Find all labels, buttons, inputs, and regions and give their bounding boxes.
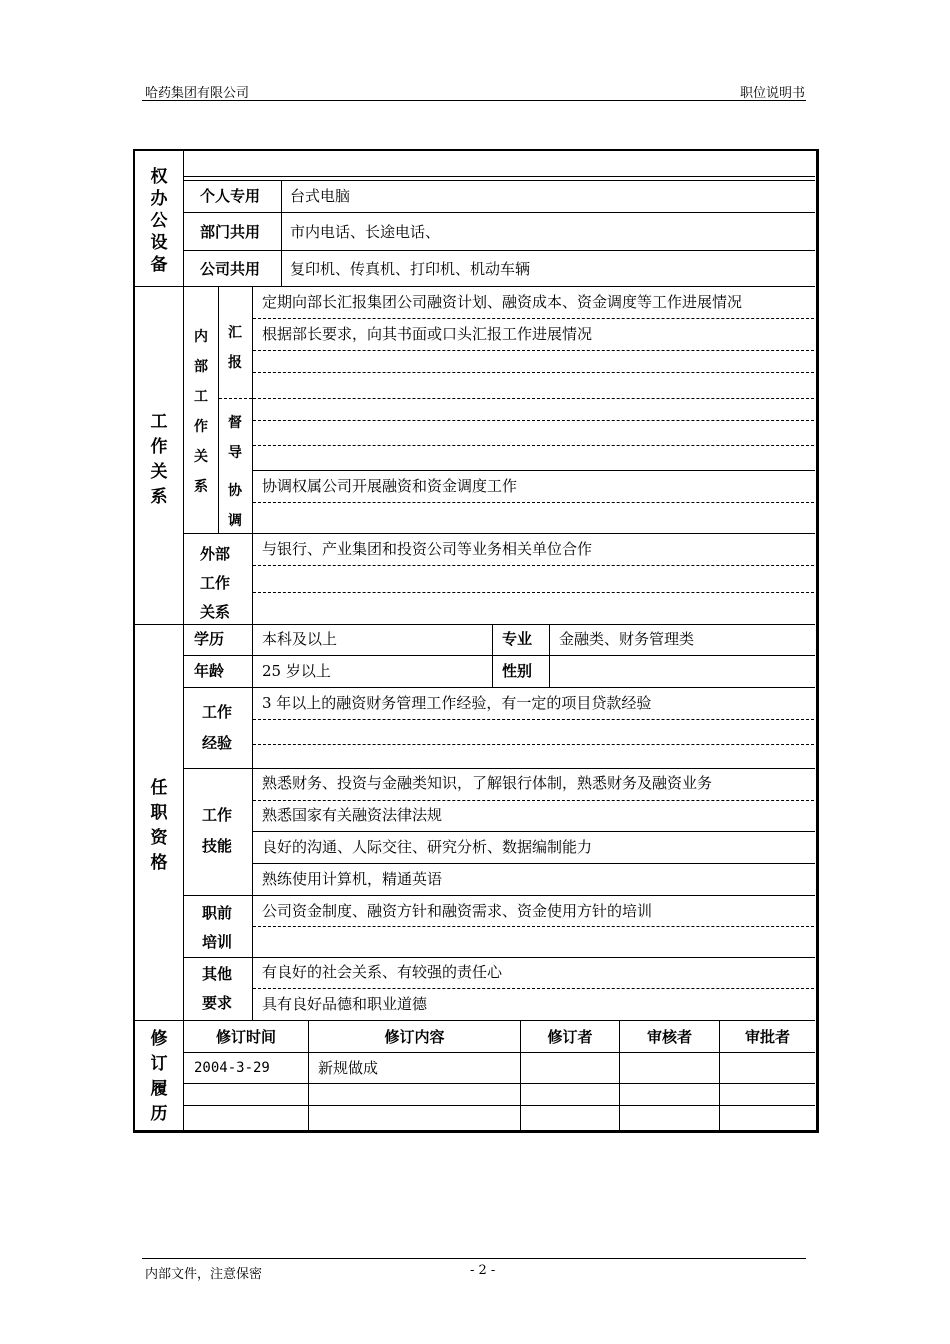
- row-divider: [252, 831, 815, 832]
- row-divider: [252, 470, 815, 471]
- external-item: 与银行、产业集团和投资公司等业务相关单位合作: [262, 540, 593, 558]
- row-divider: [252, 863, 815, 864]
- skill-item: 良好的沟通、人际交往、研究分析、数据编制能力: [262, 838, 593, 856]
- dashed-rule: [253, 502, 814, 503]
- page-number: - 2 -: [470, 1263, 496, 1278]
- equipment-value-company: 复印机、传真机、打印机、机动车辆: [290, 260, 531, 278]
- age-label: 年龄: [194, 662, 225, 680]
- training-label: 职前培训: [202, 904, 233, 951]
- dashed-rule: [253, 744, 814, 745]
- equipment-label-department: 部门共用: [200, 223, 261, 241]
- dashed-rule: [253, 420, 814, 421]
- section-label-qualifications: [149, 776, 169, 876]
- equipment-label-company: 公司共用: [200, 260, 261, 278]
- dashed-rule: [253, 318, 814, 319]
- experience-item: 3 年以上的融资财务管理工作经验，有一定的项目贷款经验: [262, 694, 652, 712]
- coordinate-label-text: 协调: [228, 483, 242, 529]
- other-label: 其他要求: [202, 965, 233, 1012]
- dashed-rule: [253, 350, 814, 351]
- skills-label: 工作技能: [202, 806, 233, 855]
- section-divider: [135, 1020, 815, 1021]
- row-divider: [184, 250, 815, 251]
- experience-label: 工作经验: [202, 703, 233, 752]
- footer-rule: [142, 1258, 806, 1259]
- skill-item: 熟练使用计算机，精通英语: [262, 870, 443, 888]
- dashed-rule: [253, 445, 814, 446]
- gender-label: 性别: [502, 662, 533, 680]
- row-divider: [184, 212, 815, 213]
- skill-item: 熟悉财务、投资与金融类知识，了解银行体制，熟悉财务及融资业务: [262, 774, 713, 792]
- report-item: 根据部长要求，向其书面或口头汇报工作进展情况: [262, 325, 593, 343]
- education-value: 本科及以上: [262, 630, 338, 648]
- col-divider: [252, 287, 253, 624]
- section-label-equipment: [149, 166, 169, 276]
- row-divider: [184, 1083, 815, 1084]
- revision-col-header: 审批者: [744, 1028, 790, 1046]
- col-divider: [183, 150, 184, 1130]
- education-label: 学历: [194, 630, 225, 648]
- coordinate-label: [226, 476, 244, 536]
- report-label: [226, 318, 244, 378]
- section-label-text: 任职资格: [150, 778, 168, 873]
- section-label-text: 工作关系: [150, 412, 168, 507]
- major-label: 专业: [502, 630, 533, 648]
- supervise-label: [226, 408, 244, 468]
- row-divider: [184, 1052, 815, 1053]
- section-label-text: 修订履历: [150, 1029, 168, 1124]
- supervise-label-text: 督导: [228, 415, 242, 461]
- internal-relations-label: [192, 322, 210, 502]
- other-item: 有良好的社会关系、有较强的责任心: [262, 963, 503, 981]
- header-company: 哈药集团有限公司: [145, 86, 250, 101]
- other-item: 具有良好品德和职业道德: [262, 995, 428, 1013]
- revision-content: 新规做成: [318, 1059, 379, 1077]
- row-divider: [184, 687, 815, 688]
- external-relations-label: 外部工作关系: [200, 545, 231, 621]
- col-divider: [492, 625, 493, 687]
- equipment-value-department: 市内电话、长途电话、: [290, 223, 441, 241]
- row-divider: [184, 533, 815, 534]
- revision-col-header: 修订时间: [215, 1028, 276, 1046]
- report-label-text: 汇报: [228, 325, 242, 371]
- row-divider: [184, 1105, 815, 1106]
- dashed-rule: [253, 398, 814, 399]
- row-divider: [184, 768, 815, 769]
- report-item: 定期向部长汇报集团公司融资计划、融资成本、资金调度等工作进展情况: [262, 293, 743, 311]
- major-value: 金融类、财务管理类: [559, 630, 695, 648]
- row-divider: [184, 180, 815, 181]
- age-value: 25 岁以上: [262, 662, 331, 680]
- dashed-rule: [253, 372, 814, 373]
- col-divider: [281, 180, 282, 286]
- section-divider: [135, 286, 815, 287]
- row-divider: [184, 957, 815, 958]
- dashed-rule: [253, 592, 814, 593]
- equipment-label-personal: 个人专用: [200, 187, 261, 205]
- section-label-text: 权办公设备: [150, 167, 168, 275]
- revision-date: 2004-3-29: [194, 1060, 270, 1076]
- header-rule: [142, 100, 806, 101]
- col-divider: [252, 625, 253, 1020]
- row-divider: [184, 176, 815, 177]
- skill-item: 熟悉国家有关融资法律法规: [262, 806, 443, 824]
- footer-note: 内部文件，注意保密: [145, 1267, 263, 1282]
- header-doc-type: 职位说明书: [739, 86, 805, 101]
- coordinate-item: 协调权属公司开展融资和资金调度工作: [262, 477, 518, 495]
- revision-col-header: 修订者: [547, 1028, 593, 1046]
- revision-col-header: 审核者: [646, 1028, 692, 1046]
- training-item: 公司资金制度、融资方针和融资需求、资金使用方针的培训: [262, 902, 653, 920]
- row-divider: [184, 895, 815, 896]
- internal-relations-text: 内部工作关系: [194, 329, 208, 495]
- dashed-rule: [253, 719, 814, 720]
- dashed-rule: [253, 800, 814, 801]
- equipment-value-personal: 台式电脑: [290, 187, 351, 205]
- section-label-revision: [149, 1027, 169, 1127]
- dashed-rule: [253, 926, 814, 927]
- dashed-rule: [253, 565, 814, 566]
- section-label-relations: [149, 410, 169, 510]
- dashed-rule: [253, 988, 814, 989]
- dashed-rule: [219, 398, 252, 399]
- col-divider: [218, 287, 219, 533]
- row-divider: [184, 655, 815, 656]
- revision-col-header: 修订内容: [384, 1028, 445, 1046]
- col-divider: [549, 625, 550, 687]
